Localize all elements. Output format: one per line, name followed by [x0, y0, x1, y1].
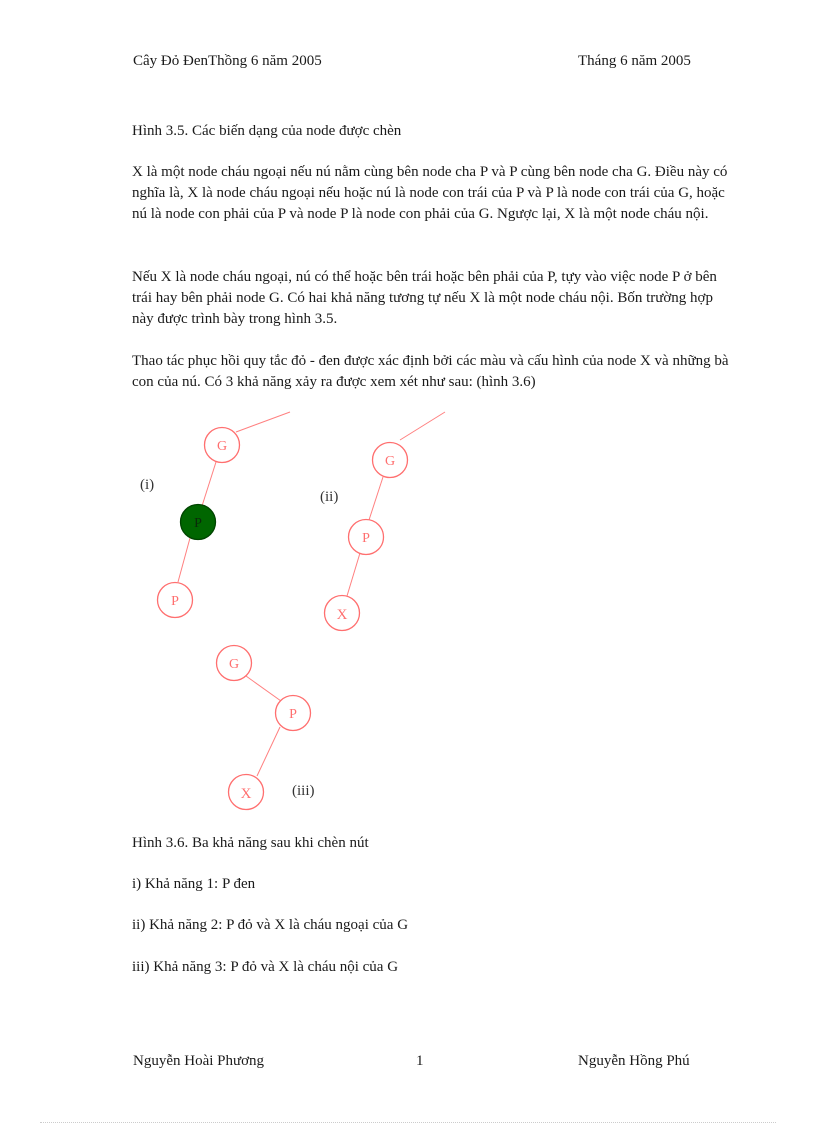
- case-iii-edge-g-p: [246, 676, 281, 701]
- case-iii-node-x-label: X: [240, 786, 252, 802]
- case-ii-edge-parent: [400, 412, 445, 440]
- case-i-node-g-label: G: [216, 439, 228, 454]
- figure-3-6-caption-text: Hình 3.6. Ba khả năng sau khi chèn nút: [132, 835, 369, 851]
- case-3-description: [132, 957, 732, 978]
- case-i-edge-p-p: [178, 538, 190, 582]
- case-ii-node-g-label: G: [384, 454, 396, 469]
- footer-author-right: Nguyễn Hồng Phú: [578, 1053, 690, 1069]
- case-3-description-text: iii) Khả năng 3: P đỏ và X là cháu nội của G: [132, 959, 399, 975]
- paragraph-2-text: Nếu X là node cháu ngoại, nú có thể hoặc bên trái hoặc bên phải của P, tựy vào việc node P ở bên trái hay bên phải node G. Có hai khả năng tương tự nếu X là một node cháu nội. Bốn trường hợp này được trình bày trong hình 3.5.: [132, 269, 717, 327]
- figure-3-6-caption: [132, 833, 732, 854]
- header-right: Tháng 6 năm 2005: [578, 53, 691, 69]
- case-ii-edge-p-x: [347, 553, 360, 596]
- case-iii-node-g-label: G: [228, 657, 240, 672]
- case-iii-group: [217, 646, 315, 810]
- case-i-edge-g-p: [202, 462, 216, 506]
- paragraph-3-text: Thao tác phục hồi quy tắc đỏ - đen được xác định bởi các màu và cấu hình của node X và những bà con của nú. Có 3 khả năng xảy ra được xem xét như sau: (hình 3.6): [132, 353, 729, 390]
- case-i-group: [140, 412, 290, 618]
- paragraph-1-text: X là một node cháu ngoại nếu nú nằm cùng bên node cha P và P cùng bên node cha G. Điều này có nghĩa là, X là node cháu ngoại nếu hoặc nú là node con trái của P và P là node con trái của G, hoặc nú là node con phải của P và node P là node con phải của G. Ngược lại, X là một node cháu nội.: [132, 164, 728, 222]
- footer-page-number: 1: [416, 1053, 424, 1069]
- case-ii-node-x-label: X: [336, 607, 348, 623]
- case-i-node-p-black-label: P: [194, 516, 202, 531]
- case-ii-node-p-label: P: [362, 531, 370, 546]
- case-iii-edge-p-x: [257, 727, 280, 776]
- case-1-description-text: i) Khả năng 1: P đen: [132, 876, 256, 892]
- case-i-label: (i): [140, 477, 155, 493]
- header-left: Cây Đỏ ĐenThồng 6 năm 2005: [133, 53, 322, 69]
- case-1-description: [132, 874, 732, 895]
- case-ii-edge-g-p: [369, 477, 383, 520]
- case-ii-label: (ii): [320, 489, 339, 505]
- case-iii-node-p-label: P: [289, 707, 297, 722]
- case-2-description-text: ii) Khả năng 2: P đỏ và X là cháu ngoại của G: [132, 917, 409, 933]
- case-i-node-p-red-label: P: [171, 594, 179, 609]
- footer-author-left: Nguyễn Hoài Phương: [133, 1053, 265, 1069]
- case-ii-group: [320, 412, 445, 631]
- case-iii-label: (iii): [292, 783, 315, 799]
- figure-3-5-caption-text: Hình 3.5. Các biến dạng của node được chèn: [132, 123, 402, 139]
- case-i-edge-parent: [236, 412, 290, 432]
- case-2-description: [132, 915, 732, 936]
